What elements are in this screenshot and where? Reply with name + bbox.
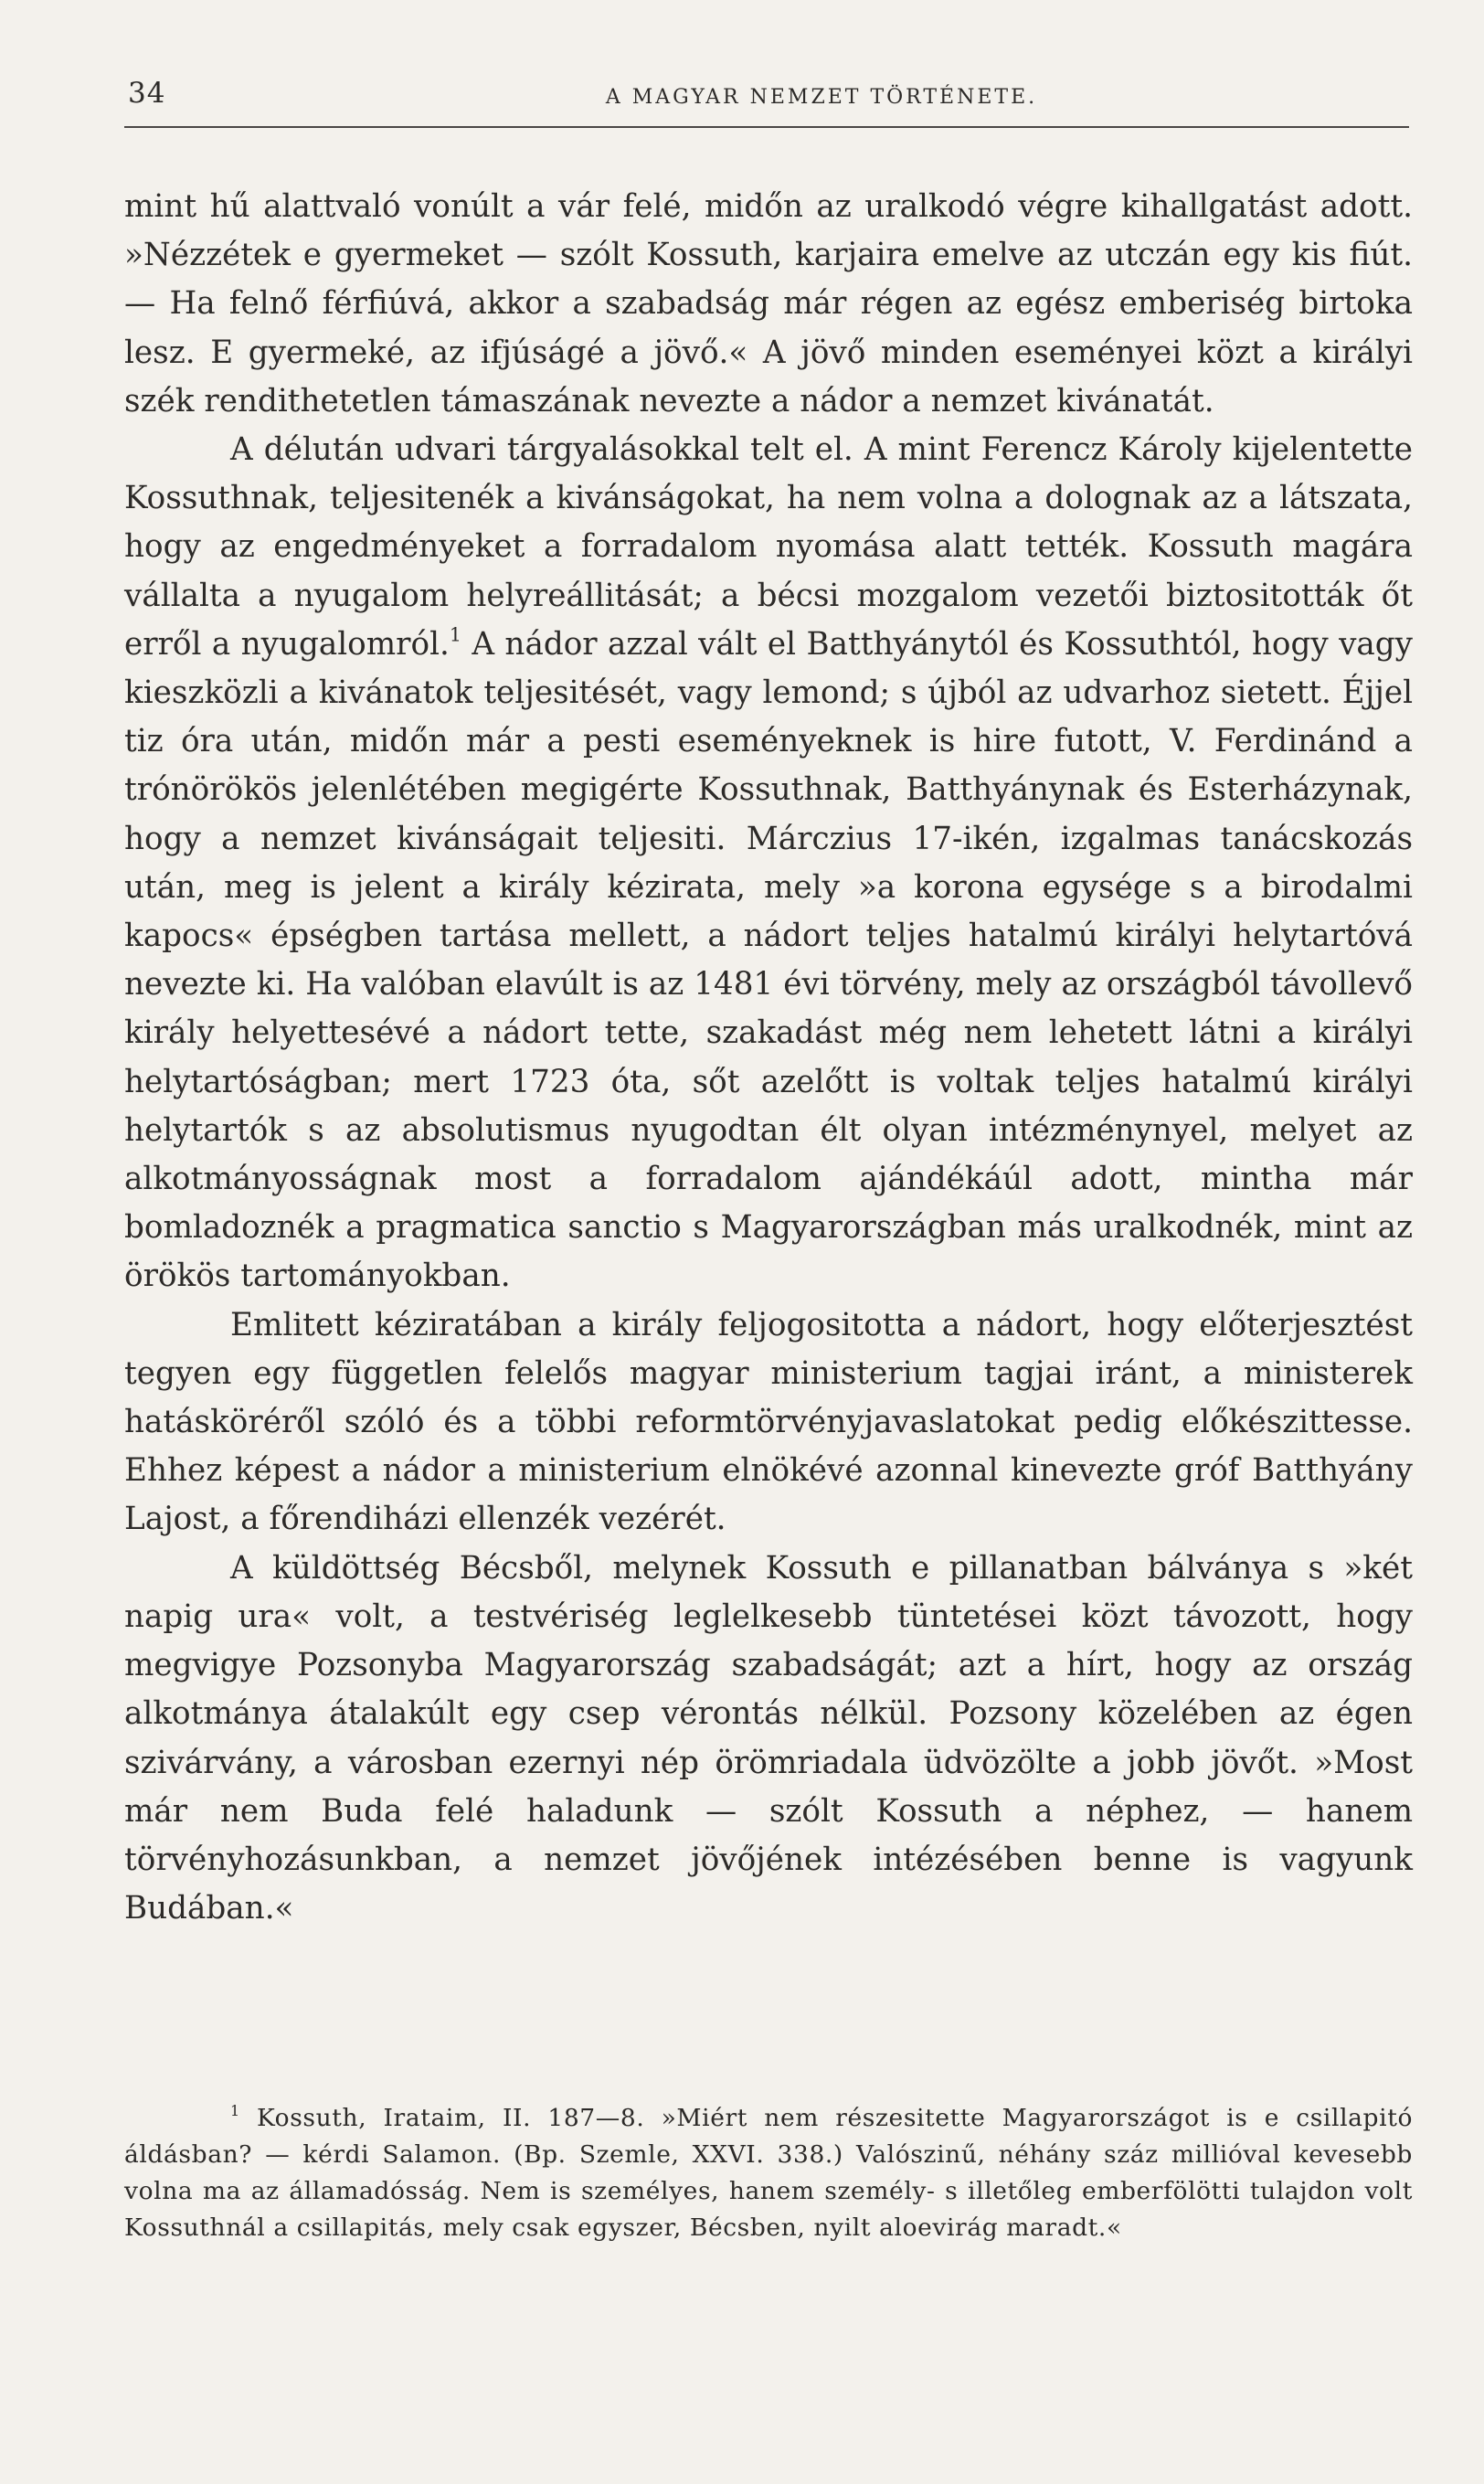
paragraph-2 [124, 426, 1413, 1301]
running-header [124, 71, 1409, 128]
running-title: A MAGYAR NEMZET TÖRTÉNETE. [605, 86, 1038, 109]
paragraph-2-text-part-1: A délután udvari tárgyalásokkal telt el. A mint Ferencz Károly kijelentette Kossuthnak, teljesitenék a kivánságokat, ha nem volna a dolognak az a látszata, hogy az engedményeket a forradalom nyomása alatt tették. Kossuth magára vállalta a nyugalom helyreállitását; a bécsi mozgalom vezetői biztositották őt erről a nyugalomról. [124, 431, 1413, 663]
paragraph-3-text: Emlitett kéziratában a király feljogositotta a nádort, hogy előterjesztést tegyen egy független felelős magyar ministerium tagjai iránt, a ministerek hatásköréről szóló és a többi reformtörvényjavaslatokat pedig előkészittesse. Ehhez képest a nádor a ministerium elnökévé azonnal kinevezte gróf Batthyány Lajost, a főrendiházi ellenzék vezérét. [124, 1306, 1413, 1538]
footnotes [124, 2100, 1413, 2246]
paragraph-1 [124, 183, 1413, 426]
footnote-reference: 1 [449, 623, 461, 646]
footnote-text: Kossuth, Irataim, II. 187—8. »Miért nem részesitette Magyarországot is e csillapitó áldásban? — kérdi Salamon. (Bp. Szemle, XXVI. 338.) Valószinű, néhány száz millióval kevesebb volna ma az államadósság. Nem is személyes, hanem személy- s illetőleg emberfölötti tulajdon volt Kossuthnál a csillapitás, mely csak egyszer, Bécsben, nyilt aloevirág maradt.« [124, 2104, 1413, 2242]
paragraph-4-text: A küldöttség Bécsből, melynek Kossuth e pillanatban bálványa s »két napig ura« volt, a testvériség leglelkesebb tüntetései közt távozott, hogy megvigye Pozsonyba Magyarország szabadságát; azt a hírt, hogy az ország alkotmánya átalakúlt egy csep vérontás nélkül. Pozsony közelében az égen szivárvány, a városban ezernyi nép örömriadala üdvözölte a jobb jövőt. »Most már nem Buda felé haladunk — szólt Kossuth a néphez, — hanem törvényhozásunkban, a nemzet jövőjének intézésében benne is vagyunk Budában.« [124, 1549, 1413, 1927]
paragraph-2-text-part-2: A nádor azzal vált el Batthyánytól és Kossuthtól, hogy vagy kieszközli a kivánatok teljesitését, vagy lemond; s újból az udvarhoz sietett. Éjjel tiz óra után, midőn már a pesti eseményeknek is hire futott, V. Ferdinánd a trónörökös jelenlétében megigérte Kossuthnak, Batthyánynak és Esterházynak, hogy a nemzet kivánságait teljesiti. Márczius 17-ikén, izgalmas tanácskozás után, meg is jelent a király kézirata, mely »a korona egysége s a birodalmi kapocs« épségben tartása mellett, a nádort teljes hatalmú királyi helytartóvá nevezte ki. Ha valóban elavúlt is az 1481 évi törvény, mely az országból távollevő király helyettesévé a nádort tette, szakadást még nem lehetett látni a királyi helytartóságban; mert 1723 óta, sőt azelőtt is voltak teljes hatalmú királyi helytartók s az absolutismus nyugodtan élt olyan intézménynyel, melyet az alkotmányosságnak most a forradalom ajándékáúl adott, mintha már bomladoznék a pragmatica sanctio s Magyarországban más uralkodnék, mint az örökös tartományokban. [124, 625, 1413, 1295]
body-text [124, 183, 1413, 1933]
footnote-1 [124, 2100, 1413, 2246]
page-number: 34 [128, 77, 166, 110]
paragraph-4 [124, 1545, 1413, 1934]
paragraph-3 [124, 1301, 1413, 1545]
footnote-marker: 1 [230, 2101, 240, 2119]
paragraph-1-text: mint hű alattvaló vonúlt a vár felé, midőn az uralkodó végre kihallgatást adott. »Nézzétek e gyermeket — szólt Kossuth, karjaira emelve az utczán egy kis fiút. — Ha felnő férfiúvá, akkor a szabadság már régen az egész emberiség birtoka lesz. E gyermeké, az ifjúságé a jövő.« A jövő minden eseményei közt a királyi szék rendithetetlen támaszának nevezte a nádor a nemzet kivánatát. [124, 188, 1413, 419]
